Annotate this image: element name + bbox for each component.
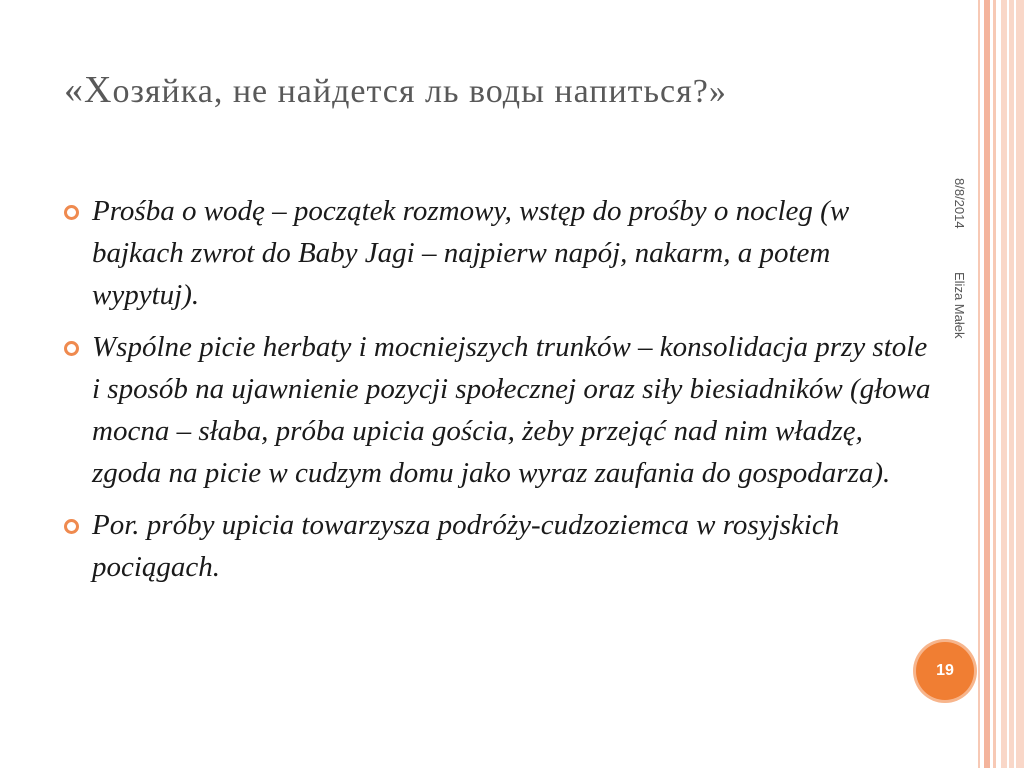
- slide-title-initial: «Х: [64, 69, 113, 111]
- bullet-text: Por. próby upicia towarzysza podróży-cudzoziemca w rosyjskich pociągach.: [92, 509, 840, 583]
- bullet-text: Prośba o wodę – początek rozmowy, wstęp do prośby o nocleg (w bajkach zwrot do Baby Jagi – najpierw napój, nakarm, a potem wypytuj).: [92, 195, 850, 311]
- decorative-stripe: [1014, 0, 1016, 768]
- decorative-stripe: [984, 0, 990, 768]
- list-item: [64, 326, 934, 494]
- decorative-stripe: [1007, 0, 1009, 768]
- slide-title: [64, 66, 924, 116]
- page-number-badge: [916, 642, 974, 700]
- decorative-stripe: [978, 0, 980, 768]
- slide-title-rest: озяйка, не найдется ль воды напиться?»: [112, 73, 727, 110]
- bullet-circle-icon: [64, 341, 79, 356]
- bullet-circle-icon: [64, 519, 79, 534]
- page-number: 19: [936, 662, 954, 679]
- decorative-stripe: [1001, 0, 1024, 768]
- bullet-text: Wspólne picie herbaty i mocniejszych trunków – konsolidacja przy stole i sposób na ujawnienie pozycji społecznej oraz siły biesiadników (głowa mocna – słaba, próba upicia gościa, żeby przejąć nad nim władzę, zgoda na picie w cudzym domu jako wyraz zaufania do gospodarza).: [92, 331, 931, 489]
- bullet-list: [64, 190, 934, 598]
- slide-date: 8/8/2014: [952, 178, 967, 229]
- list-item: [64, 504, 934, 588]
- bullet-circle-icon: [64, 205, 79, 220]
- slide-author: Eliza Małek: [952, 272, 967, 339]
- decorative-stripe: [993, 0, 996, 768]
- list-item: [64, 190, 934, 316]
